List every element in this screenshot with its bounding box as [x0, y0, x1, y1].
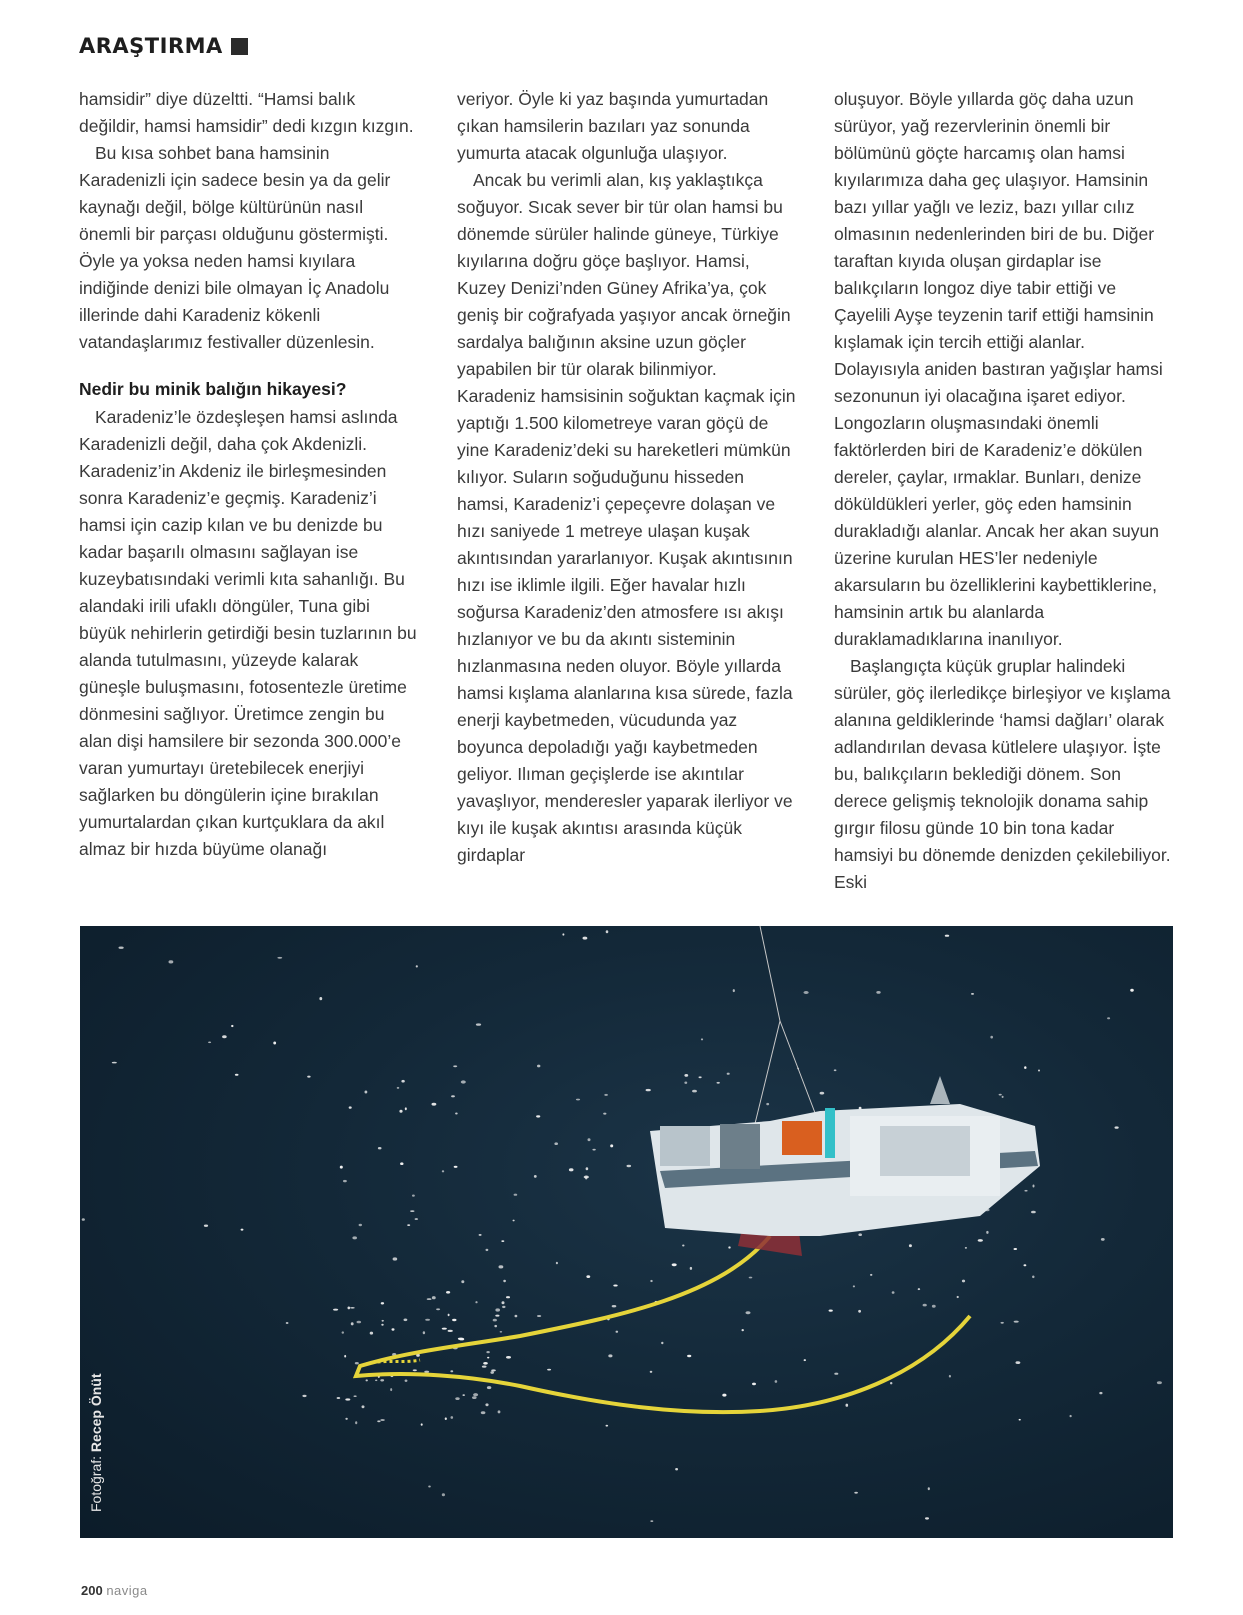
- article-column-3: [834, 86, 1174, 896]
- paragraph: Karadeniz’le özdeşleşen hamsi aslında Karadenizli değil, daha çok Akdenizli. Karadeniz’in Akdeniz ile birleşmesinden sonra Karadeniz’e geçmiş. Karadeniz’i hamsi için cazip kılan ve bu denizde bu kadar başarılı olmasını sağlayan ise kuzeybatısındaki verimli kıta sahanlığı. Bu alandaki irili ufaklı döngüler, Tuna gibi büyük nehirlerin getirdiği besin tuzlarının bu alanda tutulmasını, yüzeyde kalarak güneşle buluşmasını, fotosentezle üretime dönmesini sağlıyor. Üretimce zengin bu alan dişi hamsilere bir sezonda 300.000’e varan yumurtayı üretebilecek enerjiyi sağlarken bu döngülerin içine bırakılan yumurtalardan çıkan kurtçuklara da akıl almaz bir hızda büyüme olanağı: [79, 407, 417, 859]
- seagull: [446, 1291, 450, 1294]
- seagull: [348, 1307, 351, 1310]
- seagull: [918, 1288, 920, 1290]
- seagull: [432, 1103, 437, 1106]
- seagull: [351, 1322, 354, 1325]
- seagull: [692, 1090, 697, 1093]
- section-marker-square: [231, 38, 248, 55]
- seagull: [892, 1291, 895, 1294]
- seagull: [999, 1094, 1002, 1096]
- seagull: [870, 1274, 872, 1276]
- section-title: ARAŞTIRMA: [79, 34, 223, 58]
- page-footer: [81, 1583, 148, 1598]
- seagull: [345, 1418, 347, 1420]
- seagull: [932, 1305, 936, 1308]
- seagull: [231, 1025, 233, 1027]
- seagull: [119, 947, 124, 949]
- seagull: [506, 1356, 511, 1359]
- seagull: [588, 1138, 591, 1141]
- seagull: [775, 1380, 778, 1383]
- seagull: [344, 1355, 346, 1358]
- photo-credit-name: Recep Önüt: [88, 1373, 104, 1453]
- seagull: [286, 1322, 289, 1324]
- seagull: [499, 1265, 504, 1268]
- seagull: [749, 1277, 753, 1279]
- seagull: [342, 1331, 344, 1333]
- seagull: [1115, 1126, 1119, 1128]
- seagull: [1101, 1238, 1105, 1241]
- seagull: [1024, 1066, 1026, 1069]
- seagull: [699, 1076, 702, 1078]
- seagull: [333, 1309, 338, 1311]
- seagull: [675, 1468, 678, 1470]
- seagull: [273, 1042, 276, 1045]
- seagull: [340, 1166, 343, 1169]
- seagull: [733, 989, 735, 992]
- seagull: [722, 1394, 726, 1397]
- seagull: [537, 1315, 541, 1317]
- article-column-2: [457, 86, 797, 869]
- seagull: [432, 1296, 436, 1299]
- seagull: [490, 1371, 494, 1374]
- seagull: [362, 1405, 365, 1408]
- seagull: [1002, 1096, 1004, 1098]
- seagull: [537, 1065, 540, 1068]
- seagull: [1014, 1248, 1018, 1250]
- seagull: [742, 1329, 744, 1331]
- seagull: [949, 1375, 951, 1378]
- seagull: [1014, 1321, 1019, 1323]
- seagull: [846, 1404, 849, 1407]
- seagull: [405, 1107, 407, 1110]
- seagull: [354, 1395, 357, 1397]
- seagull: [501, 1240, 504, 1242]
- seagull: [455, 1113, 458, 1115]
- seagull: [410, 1210, 414, 1212]
- seagull: [482, 1366, 487, 1368]
- seagull: [971, 993, 974, 995]
- seagull: [556, 1262, 558, 1265]
- seagull: [957, 1296, 959, 1298]
- seagull: [487, 1386, 491, 1389]
- seagull: [684, 1074, 688, 1077]
- seagull: [436, 1308, 440, 1310]
- seagull: [448, 1314, 450, 1317]
- seagull: [661, 1342, 663, 1344]
- seagull: [235, 1074, 239, 1076]
- article-subheading: Nedir bu minik balığın hikayesi?: [79, 379, 347, 399]
- seagull: [547, 1369, 551, 1371]
- seagull: [853, 1285, 855, 1287]
- seagull: [1019, 1419, 1021, 1421]
- paragraph: Ancak bu verimli alan, kış yaklaştıkça soğuyor. Sıcak sever bir tür olan hamsi bu dönemde sürüler halinde güneye, Türkiye kıyılarına doğru göçe başlıyor. Hamsi, Kuzey Denizi’nden Güney Afrika’ya, çok geniş bir coğrafyada yaşıyor ancak örneğin sardalya balığının aksine uzun göçler yapabilen bir tür olarak bilinmiyor. Karadeniz hamsisinin soğuktan kaçmak için yaptığı 1.500 kilometreye varan göçü de yine Karadeniz’deki su hareketleri mümkün kılıyor. Suların soğuduğunu hisseden hamsi, Karadeniz’i çepeçevre dolaşan ve hızı saniyede 1 metreye ulaşan kuşak akıntısından yararlanıyor. Kuşak akıntısının hızı ise iklimle ilgili. Eğer havalar hızlı soğursa Karadeniz’den atmosfere ısı akışı hızlanıyor ve bu da akıntı sisteminin hızlanmasına neden oluyor. Böyle yıllarda hamsi kışlama alanlarına kısa sürede, fazla enerji kaybetmeden, vücudunda yaz boyunca depoladığı yağı kaybetmeden geliyor. Ilıman geçişlerde ise akıntılar yavaşlıyor, menderesler yaparak ilerliyor ve kıyı ile kuşak akıntısı arasında küçük girdaplar: [457, 170, 796, 865]
- seagull: [377, 1420, 380, 1422]
- seagull: [536, 1115, 540, 1117]
- seagull: [746, 1311, 751, 1314]
- fishing-boat: [650, 1076, 1040, 1236]
- seagull: [494, 1325, 497, 1327]
- fishing-boat-photo: [80, 926, 1173, 1538]
- seagull: [1031, 1211, 1036, 1214]
- seagull: [562, 933, 564, 935]
- seagull: [442, 1328, 447, 1330]
- seagull: [487, 1357, 489, 1359]
- seagull: [82, 1218, 85, 1221]
- seagull: [854, 1492, 858, 1494]
- seagull: [687, 1355, 691, 1357]
- seagull: [650, 1520, 653, 1522]
- seagull: [112, 1062, 117, 1064]
- seagull: [375, 1380, 377, 1382]
- seagull: [650, 1371, 653, 1373]
- seagull: [355, 1362, 359, 1364]
- seagull: [990, 1036, 993, 1039]
- seagull: [962, 1280, 965, 1283]
- photo-credit-label: Fotoğraf:: [88, 1455, 104, 1512]
- seagull: [650, 1280, 652, 1282]
- seagull: [483, 1362, 488, 1365]
- seagull: [427, 1298, 432, 1300]
- seagull: [701, 1038, 703, 1040]
- seagull: [965, 1247, 967, 1249]
- seagull: [455, 1397, 459, 1400]
- seagull: [1024, 1190, 1027, 1192]
- seagull: [345, 1398, 350, 1400]
- seagull: [858, 1310, 861, 1313]
- seagull: [302, 1395, 306, 1397]
- section-header: [79, 34, 248, 58]
- seagull: [514, 1194, 518, 1196]
- seagull: [423, 1331, 425, 1334]
- seagull: [337, 1397, 341, 1399]
- seagull: [586, 1275, 590, 1278]
- seagull: [1038, 1070, 1040, 1072]
- seagull: [357, 1321, 362, 1324]
- seagull: [405, 1380, 408, 1382]
- seagull: [829, 1310, 833, 1312]
- seagull: [586, 1167, 589, 1170]
- seagull: [515, 1315, 518, 1318]
- seagull: [834, 1373, 838, 1375]
- seagull: [804, 1359, 806, 1361]
- seagull: [978, 1239, 983, 1242]
- seagull: [458, 1338, 463, 1340]
- seagull: [502, 1301, 505, 1304]
- seagull: [359, 1224, 362, 1226]
- seagull: [397, 1087, 400, 1089]
- seagull: [349, 1106, 352, 1108]
- seagull: [498, 1410, 501, 1413]
- seagull: [925, 1517, 929, 1519]
- seagull: [1099, 1392, 1102, 1394]
- seagull: [672, 1263, 677, 1266]
- article-column-1: [79, 86, 419, 863]
- seagull: [728, 1246, 730, 1248]
- seagull: [1016, 1361, 1021, 1364]
- tow-line: [752, 1021, 780, 1136]
- seagull: [1107, 1017, 1110, 1019]
- seagull: [204, 1225, 208, 1227]
- seagull: [610, 1144, 613, 1147]
- seagull: [502, 1306, 505, 1308]
- seagull: [583, 937, 588, 940]
- seagull: [461, 1280, 464, 1283]
- seagull: [804, 991, 809, 994]
- seagull: [380, 1379, 384, 1381]
- seagull: [415, 1218, 418, 1220]
- seagull: [472, 1396, 477, 1399]
- seagull: [425, 1319, 430, 1321]
- seagull: [1157, 1381, 1162, 1384]
- seagull: [453, 1065, 457, 1067]
- seagull: [584, 1176, 589, 1179]
- seagull: [491, 1369, 496, 1371]
- seagull: [407, 1224, 410, 1226]
- seagull: [554, 1142, 558, 1145]
- seagull: [421, 1423, 423, 1425]
- seagull: [454, 1166, 458, 1168]
- seagull: [473, 1393, 478, 1396]
- seagull: [646, 1089, 651, 1091]
- seagull: [450, 1370, 453, 1372]
- paragraph: hamsidir” diye düzeltti. “Hamsi balık değildir, hamsi hamsidir” dedi kızgın kızgın.: [79, 89, 414, 136]
- paragraph: Bu kısa sohbet bana hamsinin Karadenizli için sadece besin ya da gelir kaynağı değil, bölge kültürünün nasıl önemli bir parçası olduğunu göstermişti. Öyle ya yoksa neden hamsi kıyılara indiğinde denizi bile olmayan İç Anadolu illerinde dahi Karadeniz kökenli vatandaşlarımız festivaller düzenlesin.: [79, 143, 391, 352]
- seagull: [451, 1095, 455, 1097]
- seagull: [513, 1220, 515, 1222]
- seagull: [382, 1320, 384, 1322]
- seagulls: [82, 930, 1162, 1522]
- tow-line: [780, 1021, 820, 1126]
- seagull: [400, 1162, 403, 1165]
- seagull: [319, 997, 322, 1000]
- seagull: [923, 1304, 927, 1307]
- seagull: [612, 1305, 617, 1307]
- seagull: [475, 1301, 477, 1303]
- seagull: [616, 1331, 619, 1333]
- magazine-name: naviga: [106, 1583, 148, 1598]
- seagull: [1032, 1276, 1034, 1279]
- seagull: [834, 1069, 837, 1071]
- seagull: [452, 1319, 456, 1321]
- seagull: [627, 1165, 632, 1167]
- seagull: [604, 1094, 608, 1096]
- seagull: [370, 1332, 373, 1335]
- seagull: [412, 1195, 415, 1197]
- seagull: [350, 1307, 355, 1309]
- seagull: [366, 1379, 368, 1381]
- seagull: [820, 1092, 825, 1095]
- seagull: [416, 965, 418, 967]
- seagull: [928, 1487, 930, 1490]
- seagull: [592, 1149, 595, 1151]
- page-number: 200: [81, 1583, 103, 1598]
- seagull: [534, 1175, 537, 1178]
- seagull: [890, 1382, 892, 1384]
- seagull: [986, 1231, 988, 1234]
- seagull: [606, 1425, 609, 1427]
- seagull: [413, 1369, 417, 1371]
- seagull: [481, 1411, 486, 1414]
- seagull: [500, 1331, 503, 1333]
- seagull: [1070, 1415, 1072, 1417]
- seagull: [401, 1080, 404, 1083]
- seagull: [445, 1417, 447, 1420]
- seagull: [222, 1035, 227, 1038]
- seagull: [876, 991, 880, 994]
- seagull: [404, 1319, 408, 1322]
- seagull: [606, 930, 609, 933]
- seagull: [909, 1244, 912, 1247]
- seagull: [343, 1180, 347, 1182]
- seagull: [569, 1168, 574, 1171]
- seagull: [169, 960, 174, 963]
- seagull: [378, 1147, 382, 1149]
- seagull: [493, 1319, 497, 1322]
- seagull: [352, 1236, 357, 1239]
- seagull: [486, 1249, 489, 1251]
- seagull: [355, 1421, 357, 1424]
- seagull: [608, 1354, 612, 1357]
- seagull: [495, 1308, 500, 1311]
- seagull: [690, 1267, 692, 1270]
- seagull: [1130, 989, 1134, 992]
- seagull: [381, 1302, 384, 1304]
- seagull: [1033, 1185, 1035, 1188]
- seagull: [307, 1076, 310, 1078]
- seagull: [503, 1280, 506, 1282]
- seagull: [442, 1170, 444, 1172]
- seagull: [576, 1099, 580, 1101]
- seagull: [393, 1257, 398, 1260]
- seagull: [486, 1351, 489, 1353]
- seagull: [603, 1113, 606, 1115]
- seagull: [277, 957, 282, 959]
- seagull: [380, 1419, 384, 1421]
- seagull: [613, 1285, 617, 1287]
- seagull: [945, 935, 949, 937]
- tow-line: [760, 926, 780, 1021]
- seagull: [428, 1486, 431, 1488]
- seagull: [381, 1324, 383, 1326]
- boat-illustration: [80, 926, 1173, 1538]
- seagull: [365, 1091, 368, 1094]
- seagull: [766, 1103, 769, 1105]
- seagull: [1001, 1322, 1004, 1324]
- seagull: [442, 1493, 445, 1496]
- paragraph: oluşuyor. Böyle yıllarda göç daha uzun sürüyor, yağ rezervlerinin önemli bir bölümünü göçte harcamış olan hamsi kıyılarımıza daha geç ulaşıyor. Hamsinin bazı yıllar yağlı ve leziz, bazı yıllar cılız olmasının nedenlerinden biri de bu. Diğer taraftan kıyıda oluşan girdaplar ise balıkçıların longoz diye tabir ettiği ve Çayelili Ayşe teyzenin tarif ettiği hamsinin kışlamak için tercih ettiği alanlar. Dolayısıyla aniden bastıran yağışlar hamsi sezonunun iyi olacağına işaret ediyor. Longozların oluşmasındaki önemli faktörlerden biri de Karadeniz’e dökülen dereler, çaylar, ırmaklar. Bunları, denize döküldükleri yerler, göç eden hamsinin durakladığı alanlar. Ancak her akan suyun üzerine kurulan HES’ler nedeniyle akarsuların bu özelliklerini kaybettiklerine, hamsinin artık bu alanlarda duraklamadıklarına inanılıyor.: [834, 89, 1163, 649]
- seagull: [461, 1080, 466, 1083]
- seagull: [858, 1233, 862, 1236]
- seagull: [451, 1416, 454, 1419]
- seagull: [390, 1388, 392, 1391]
- paragraph: Başlangıçta küçük gruplar halindeki sürüler, göç ilerledikçe birleşiyor ve kışlama alanına geldiklerinde ‘hamsi dağları’ olarak adlandırılan devasa kütlelere ulaşıyor. İşte bu, balıkçıların beklediği dönem. Son derece gelişmiş teknolojik donama sahip gırgır filosu günde 10 bin tona kadar hamsiyi bu dönemde denizden çekilebiliyor. Eski: [834, 656, 1171, 892]
- seagull: [479, 1234, 482, 1236]
- seagull: [727, 1073, 730, 1075]
- paragraph: veriyor. Öyle ki yaz başında yumurtadan çıkan hamsilerin bazıları yaz sonunda yumurta atacak olgunluğa ulaşıyor.: [457, 89, 769, 163]
- seagull: [495, 1315, 499, 1317]
- seagull: [476, 1023, 481, 1025]
- seagull: [462, 1394, 465, 1396]
- seagull: [485, 1403, 488, 1406]
- seagull: [241, 1229, 244, 1231]
- seagull: [684, 1082, 687, 1084]
- seagull: [752, 1383, 756, 1386]
- seagull: [717, 1082, 720, 1084]
- seagull: [506, 1296, 510, 1298]
- seagull: [682, 1245, 684, 1247]
- purse-seine-net: [356, 1236, 970, 1412]
- seagull: [208, 1042, 211, 1044]
- seagull: [392, 1328, 395, 1330]
- photo-credit: [88, 1374, 104, 1513]
- seagull: [399, 1110, 402, 1113]
- seagull: [1024, 1264, 1027, 1266]
- seagull: [448, 1330, 453, 1332]
